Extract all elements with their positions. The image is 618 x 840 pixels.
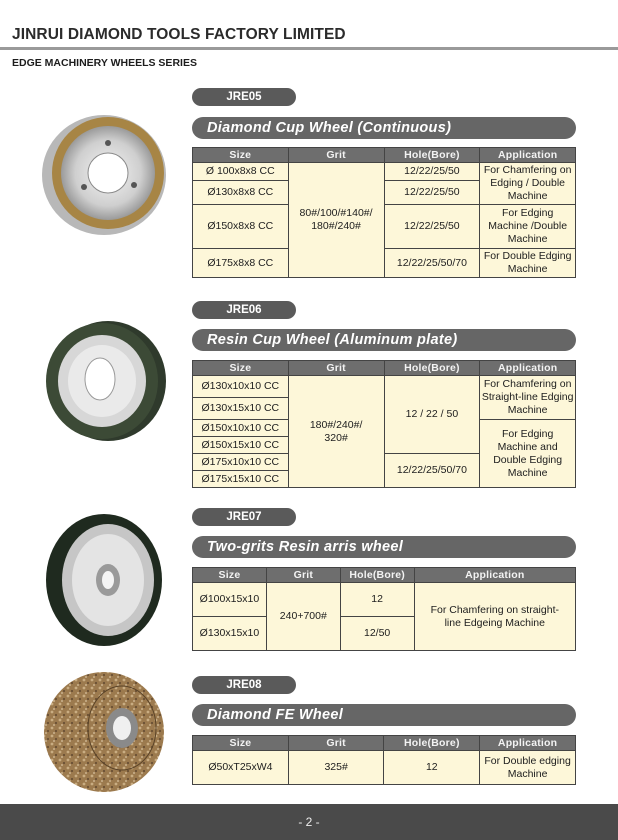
hole-cell: 12/22/25/50 bbox=[384, 205, 480, 249]
col-header-size: Size bbox=[193, 736, 289, 751]
size-cell: Ø100x15x10 bbox=[193, 583, 267, 617]
size-cell: Ø175x8x8 CC bbox=[193, 249, 289, 278]
size-cell: Ø175x10x10 CC bbox=[193, 454, 289, 471]
application-cell: For Chamfering on Edging / Double Machine bbox=[480, 163, 576, 205]
hole-cell: 12 / 22 / 50 bbox=[384, 376, 480, 454]
col-header-hole: Hole(Bore) bbox=[384, 736, 480, 751]
hole-cell: 12/22/25/50/70 bbox=[384, 249, 480, 278]
col-header-application: Application bbox=[414, 568, 575, 583]
application-cell: For Edging Machine and Double Edging Machine bbox=[480, 420, 576, 488]
spec-table-jre07 bbox=[192, 567, 576, 651]
hole-cell: 12/22/25/50/70 bbox=[384, 454, 480, 488]
diamond-cup-wheel-image bbox=[40, 113, 168, 237]
application-cell: For Edging Machine /Double Machine bbox=[480, 205, 576, 249]
application-cell: For Chamfering on straight-line Edgeing Machine bbox=[414, 583, 575, 651]
product-code: JRE07 bbox=[192, 508, 296, 526]
spec-table-jre06 bbox=[192, 360, 576, 488]
col-header-size: Size bbox=[193, 148, 289, 163]
spec-table-jre05 bbox=[192, 147, 576, 278]
size-cell: Ø 100x8x8 CC bbox=[193, 163, 289, 181]
col-header-grit: Grit bbox=[266, 568, 340, 583]
col-header-hole: Hole(Bore) bbox=[340, 568, 414, 583]
size-cell: Ø150x10x10 CC bbox=[193, 420, 289, 437]
size-cell: Ø130x15x10 bbox=[193, 617, 267, 651]
application-cell: For Double Edging Machine bbox=[480, 249, 576, 278]
product-title: Two-grits Resin arris wheel bbox=[192, 536, 576, 558]
hole-cell: 12/22/25/50 bbox=[384, 181, 480, 205]
hole-cell: 12/50 bbox=[340, 617, 414, 651]
col-header-size: Size bbox=[193, 361, 289, 376]
hole-cell: 12/22/25/50 bbox=[384, 163, 480, 181]
size-cell: Ø130x8x8 CC bbox=[193, 181, 289, 205]
resin-cup-wheel-image bbox=[42, 319, 168, 443]
series-title: EDGE MACHINERY WHEELS SERIES bbox=[12, 57, 197, 69]
col-header-hole: Hole(Bore) bbox=[384, 148, 480, 163]
product-code: JRE06 bbox=[192, 301, 296, 319]
diamond-fe-wheel-image bbox=[42, 670, 168, 794]
spec-table-jre08 bbox=[192, 735, 576, 785]
hole-cell: 12 bbox=[384, 751, 480, 785]
col-header-application: Application bbox=[480, 148, 576, 163]
application-cell: For Double edging Machine bbox=[480, 751, 576, 785]
col-header-application: Application bbox=[480, 736, 576, 751]
product-code: JRE08 bbox=[192, 676, 296, 694]
col-header-grit: Grit bbox=[288, 148, 384, 163]
company-name: JINRUI DIAMOND TOOLS FACTORY LIMITED bbox=[12, 26, 346, 43]
col-header-grit: Grit bbox=[288, 736, 384, 751]
product-title: Resin Cup Wheel (Aluminum plate) bbox=[192, 329, 576, 351]
col-header-grit: Grit bbox=[288, 361, 384, 376]
product-title: Diamond Cup Wheel (Continuous) bbox=[192, 117, 576, 139]
page-number: - 2 - bbox=[298, 815, 320, 829]
col-header-size: Size bbox=[193, 568, 267, 583]
size-cell: Ø150x15x10 CC bbox=[193, 437, 289, 454]
col-header-application: Application bbox=[480, 361, 576, 376]
product-title: Diamond FE Wheel bbox=[192, 704, 576, 726]
grit-cell: 240+700# bbox=[266, 583, 340, 651]
size-cell: Ø130x10x10 CC bbox=[193, 376, 289, 398]
page-header bbox=[0, 0, 618, 50]
col-header-hole: Hole(Bore) bbox=[384, 361, 480, 376]
page-footer bbox=[0, 804, 618, 840]
grit-cell: 80#/100/#140#/ 180#/240# bbox=[288, 163, 384, 278]
size-cell: Ø50xT25xW4 bbox=[193, 751, 289, 785]
grit-cell: 180#/240#/ 320# bbox=[288, 376, 384, 488]
hole-cell: 12 bbox=[340, 583, 414, 617]
size-cell: Ø130x15x10 CC bbox=[193, 398, 289, 420]
grit-cell: 325# bbox=[288, 751, 384, 785]
size-cell: Ø175x15x10 CC bbox=[193, 471, 289, 488]
application-cell: For Chamfering on Straight-line Edging Machine bbox=[480, 376, 576, 420]
product-code: JRE05 bbox=[192, 88, 296, 106]
size-cell: Ø150x8x8 CC bbox=[193, 205, 289, 249]
two-grit-resin-arris-wheel-image bbox=[42, 510, 166, 650]
